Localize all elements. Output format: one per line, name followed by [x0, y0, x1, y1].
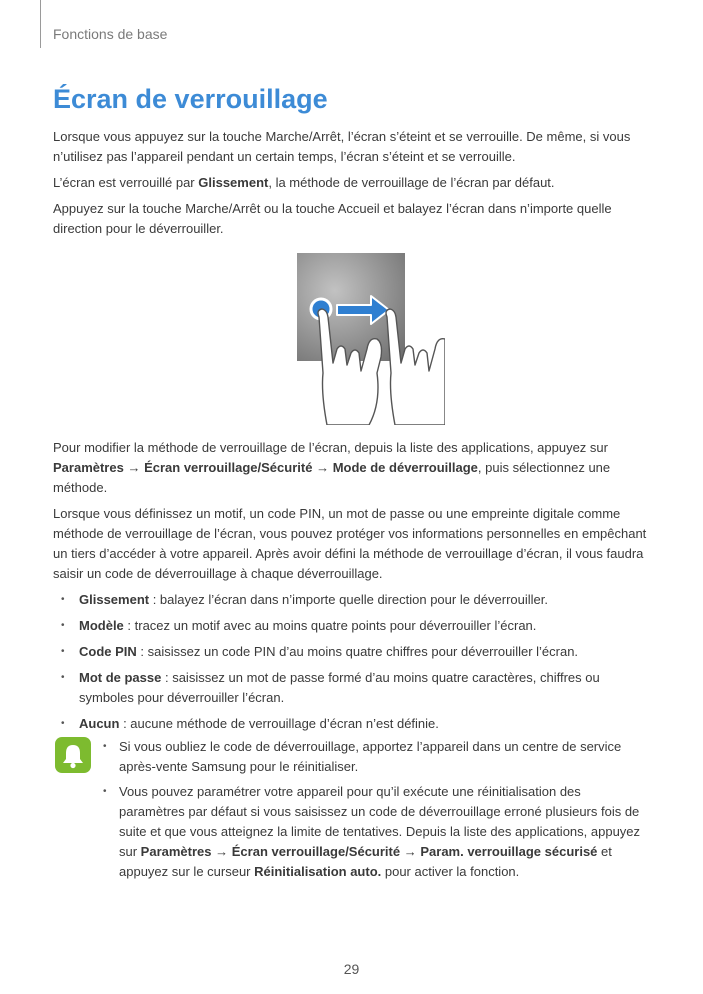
- list-item: • Code PIN : saisissez un code PIN d’au moins quatre chiffres pour déverrouiller l’écran.: [53, 642, 653, 662]
- intro-paragraph-3: Appuyez sur la touche Marche/Arrêt ou la touche Accueil et balayez l’écran dans n’importe quelle direction pour le déverrouiller.: [53, 201, 612, 236]
- security-paragraph: Lorsque vous définissez un motif, un code PIN, un mot de passe ou une empreinte digitale comme méthode de verrouillage de l’écran, vous pouvez protéger vos informations personnelles en empêchant un tiers d’accéder à votre appareil. Après avoir défini la méthode de verrouillage d’écran, il vous faudra saisir un code de déverrouillage à chaque déverrouillage.: [53, 506, 647, 581]
- page-number: 29: [343, 961, 360, 977]
- list-item: • Aucun : aucune méthode de verrouillage d’écran n’est définie.: [53, 714, 653, 734]
- unlock-methods-list: [53, 590, 653, 734]
- note-item: • Vous pouvez paramétrer votre appareil pour qu’il exécute une réinitialisation des paramètres par défaut si vous saisissez un code de déverrouillage erroné plusieurs fois de suite et que vous atteignez la limite de tentatives. Depuis la liste des applications, appuyez sur Paramètres → Écran verrouillage/Sécurité → Param. verrouillage sécurisé et appuyez sur le curseur Réinitialisation auto. pour activer la fonction.: [101, 782, 646, 882]
- intro-paragraph-2: L’écran est verrouillé par Glissement, la méthode de verrouillage de l’écran par défaut.: [53, 175, 555, 190]
- note-item: • Si vous oubliez le code de déverrouillage, apportez l’appareil dans un centre de service après-vente Samsung pour le réinitialiser.: [101, 737, 646, 777]
- intro-paragraph-1: Lorsque vous appuyez sur la touche Marche/Arrêt, l’écran s’éteint et se verrouille. De même, si vous n’utilisez pas l’appareil pendant un certain temps, l’écran s’éteint et se verrouille.: [53, 129, 631, 164]
- swipe-illustration: [297, 253, 445, 425]
- intro-section: [53, 127, 653, 245]
- note-box: [101, 737, 646, 887]
- menu-path-unlock-mode: Mode de déverrouillage: [332, 460, 478, 475]
- list-item: • Glissement : balayez l’écran dans n’importe quelle direction pour le déverrouiller.: [53, 590, 653, 610]
- menu-path-lockscreen: Écran verrouillage/Sécurité: [144, 460, 313, 475]
- modify-paragraph: Pour modifier la méthode de verrouillage de l’écran, depuis la liste des applications, appuyez sur Paramètres → Écran verrouillage/Sécurité → Mode de déverrouillage, puis sélectionnez une méthode.: [53, 440, 611, 495]
- menu-path-settings: Paramètres: [53, 460, 124, 475]
- default-method: Glissement: [198, 175, 269, 190]
- page-title: Écran de verrouillage: [53, 84, 328, 114]
- methods-section: [53, 438, 653, 740]
- section-label: Fonctions de base: [53, 26, 168, 42]
- header-rule: [40, 0, 41, 48]
- list-item: • Modèle : tracez un motif avec au moins quatre points pour déverrouiller l’écran.: [53, 616, 653, 636]
- bell-icon: [55, 737, 91, 773]
- list-item: • Mot de passe : saisissez un mot de passe formé d’au moins quatre caractères, chiffres ou symboles pour déverrouiller l’écran.: [53, 668, 653, 708]
